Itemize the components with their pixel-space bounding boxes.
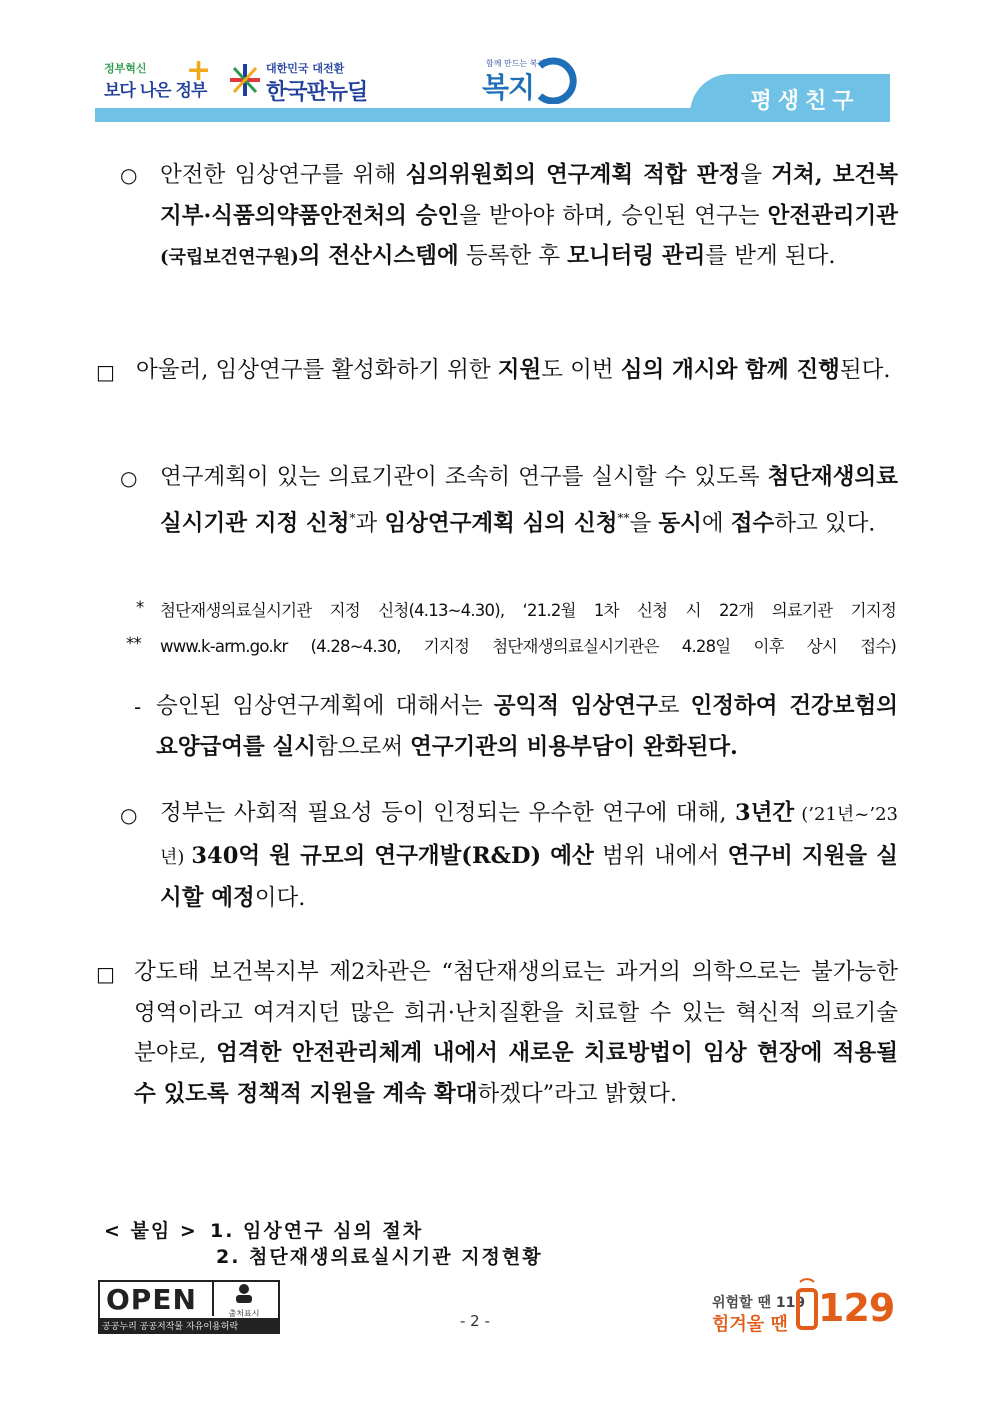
phone-icon xyxy=(794,1276,820,1332)
dash-marker: - xyxy=(134,695,142,719)
text: 이다. xyxy=(254,885,306,911)
bold-text: 모니터링 관리 xyxy=(567,243,706,269)
text: 함으로써 xyxy=(315,733,411,760)
hotline-bottom-text: 힘겨울 땐 xyxy=(712,1314,788,1335)
paragraph-support xyxy=(136,350,898,391)
paragraph-insurance xyxy=(156,686,898,767)
bold-text: 3년간 xyxy=(735,800,795,826)
kogl-attribution-box xyxy=(212,1282,274,1316)
bold-text: 동시 xyxy=(658,510,702,536)
person-icon xyxy=(214,1282,274,1304)
circle-marker: ○ xyxy=(120,163,138,187)
small-text: (’21년~’23년) xyxy=(160,804,898,868)
text: 된다. xyxy=(839,357,891,383)
paragraph-application xyxy=(160,457,898,544)
footnote-text: 첨단재생의료실시기관 지정 신청(4.13~4.30), ‘21.2월 1차 신청 시 22개 의료기관 기지정 xyxy=(160,601,896,620)
text: 하겠다”라고 밝혔다. xyxy=(477,1080,678,1107)
footnote-ref: * xyxy=(349,510,356,525)
welfare-logo: 복지 xyxy=(482,71,535,104)
footnote-text: www.k-arm.go.kr (4.28~4.30, 기지정 첨단재생의료실시기관은 4.28일 이후 상시 접수) xyxy=(160,637,896,656)
hotline-number: 129 xyxy=(818,1286,895,1330)
text: 정부는 사회적 필요성 등이 인정되는 우수한 연구에 대해, xyxy=(160,800,736,826)
bold-text: 340억 원 규모의 연구개발(R&D) 예산 xyxy=(191,842,594,869)
text: 하고 있다. xyxy=(774,510,876,536)
bold-text: 인정하여 건강보험의 요양급여를 실시 xyxy=(156,693,898,760)
bold-text: 연구기관의 비용부담이 완화된다. xyxy=(410,733,738,760)
welfare-slogan: 함께 만드는 복지 xyxy=(486,59,546,68)
bold-text: 공익적 임상연구 xyxy=(493,693,658,719)
text: 등록한 후 xyxy=(458,243,568,269)
text: 과 xyxy=(355,510,385,536)
bold-text: 심의위원회의 연구계획 적합 판정 xyxy=(405,162,741,188)
bold-text: 의 전산시스템에 xyxy=(298,243,459,269)
text: 아울러, 임상연구를 활성화하기 위한 xyxy=(136,357,498,383)
paragraph-budget xyxy=(160,793,898,919)
text: 범위 내에서 xyxy=(593,842,728,869)
text: 승인된 임상연구계획에 대해서는 xyxy=(156,693,494,719)
bold-text: 첨단재생의료실시기관 지정 신청 xyxy=(160,464,898,536)
bold-text: 안전관리기관 xyxy=(767,202,899,229)
bold-text: 거쳐, 보건복지부·식품의약품안전처의 승인 xyxy=(160,162,899,229)
circle-marker: ○ xyxy=(120,466,138,490)
attachment-item: 2. 첨단재생의료실시기관 지정현황 xyxy=(216,1246,543,1268)
bold-text: 접수 xyxy=(730,510,775,536)
text: 안전한 임상연구를 위해 xyxy=(160,162,406,188)
text: 을 xyxy=(629,510,659,536)
text: 도 이번 xyxy=(541,357,621,383)
new-deal-star-icon xyxy=(228,62,262,98)
text: 로 xyxy=(657,693,691,719)
bold-small-text: (국립보건연구원) xyxy=(160,247,299,268)
kogl-open-word: OPEN xyxy=(106,1283,197,1316)
hotline-top-text: 위험할 땐 119 xyxy=(712,1295,806,1311)
kogl-strip-text: 공공누리 공공저작물 자유이용허락 xyxy=(102,1322,239,1332)
footnote-marker: * xyxy=(136,598,144,617)
attachment-label: < 붙임 > xyxy=(104,1220,198,1242)
new-deal-logo-top: 대한민국 대전환 xyxy=(266,62,345,75)
gov-innovation-logo-top: 정부혁신 xyxy=(104,62,147,75)
paragraph-approval xyxy=(160,155,898,279)
text: 강도태 보건복지부 제2차관은 “첨단재생의료는 과거의 의학으로는 불가능한 영역이라고 여겨지던 많은 희귀·난치질환을 치료할 수 있는 혁신적 의료기술 분야로, xyxy=(134,959,898,1066)
footnote-ref: ** xyxy=(617,510,630,525)
text: 을 xyxy=(740,162,772,188)
attachment-item: 1. 임상연구 심의 절차 xyxy=(210,1220,424,1242)
circle-marker: ○ xyxy=(120,803,138,827)
plus-icon: + xyxy=(186,53,212,88)
text: 에 xyxy=(701,510,731,536)
bold-text: 지원 xyxy=(497,357,542,383)
bold-text: 엄격한 안전관리체계 내에서 새로운 치료방법이 임상 현장에 적용될 수 있도록 정책적 지원을 계속 확대 xyxy=(134,1040,898,1107)
paragraph-quote xyxy=(134,952,898,1114)
page-number: - 2 - xyxy=(460,1312,490,1330)
kogl-badge-label: 출처표시 xyxy=(228,1309,260,1318)
bold-text: 심의 개시와 함께 진행 xyxy=(620,357,840,383)
bold-text: 임상연구계획 심의 신청 xyxy=(384,510,618,536)
welfare-swoosh-icon xyxy=(530,56,580,104)
bold-text: 연구비 지원을 실시할 예정 xyxy=(160,842,899,911)
new-deal-logo-bottom: 한국판뉴딜 xyxy=(266,80,368,105)
square-marker: □ xyxy=(96,962,115,986)
text: 를 받게 된다. xyxy=(705,243,836,269)
footnote-marker: ** xyxy=(126,634,141,653)
gov-innovation-logo-bottom: 보다 나은 정부 xyxy=(104,81,207,101)
text: 연구계획이 있는 의료기관이 조속히 연구를 실시할 수 있도록 xyxy=(160,464,768,490)
text: 을 받아야 하며, 승인된 연구는 xyxy=(459,202,768,229)
header-tab-label: 평생친구 xyxy=(750,89,860,114)
square-marker: □ xyxy=(96,360,115,384)
